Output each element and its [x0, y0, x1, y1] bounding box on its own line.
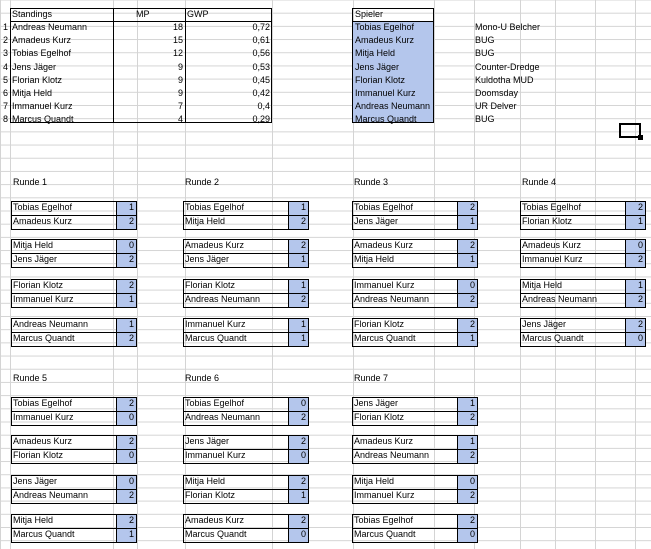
- match-player-name[interactable]: Jens Jäger: [185, 254, 230, 264]
- match-score[interactable]: 1: [300, 202, 306, 212]
- match-player-name[interactable]: Andreas Neumann: [354, 450, 430, 460]
- match-player-name[interactable]: Marcus Quandt: [185, 333, 247, 343]
- match-player-name[interactable]: Marcus Quandt: [13, 529, 75, 539]
- match-score[interactable]: 2: [469, 412, 475, 422]
- standings-rank: 5: [3, 74, 9, 85]
- standings-player-name[interactable]: Jens Jäger: [12, 61, 57, 72]
- standings-rank: 2: [3, 35, 9, 46]
- match-score[interactable]: 0: [300, 398, 306, 408]
- match-score[interactable]: 2: [469, 515, 475, 525]
- cell-selection-cursor[interactable]: [619, 123, 641, 138]
- match-player-name[interactable]: Mitja Held: [185, 216, 226, 226]
- player-name[interactable]: Andreas Neumann: [355, 101, 431, 112]
- standings-gwp: 0,56: [252, 48, 270, 59]
- player-name[interactable]: Immanuel Kurz: [355, 88, 416, 98]
- match-score[interactable]: 2: [128, 490, 134, 500]
- match-score[interactable]: 2: [300, 476, 306, 486]
- match-score[interactable]: 2: [469, 240, 475, 250]
- standings-player-name[interactable]: Mitja Held: [12, 88, 53, 98]
- standings-title: Standings: [12, 9, 53, 19]
- standings-rank: 8: [3, 114, 9, 125]
- match-player-name[interactable]: Andreas Neumann: [13, 490, 89, 500]
- match-score[interactable]: 0: [128, 476, 134, 486]
- standings-rank: 1: [3, 22, 9, 32]
- match-player-name[interactable]: Marcus Quandt: [354, 333, 416, 343]
- match-score[interactable]: 2: [300, 240, 306, 250]
- match-player-name[interactable]: Tobias Egelhof: [522, 202, 582, 212]
- match-score[interactable]: 2: [469, 490, 475, 500]
- standings-gwp: 0,29: [252, 114, 270, 125]
- standings-gwp: 0,61: [252, 35, 270, 46]
- standings-player-name[interactable]: Florian Klotz: [12, 74, 63, 85]
- standings-rank: 6: [3, 88, 9, 98]
- round-title: Runde 4: [522, 177, 557, 187]
- player-deck: BUG: [475, 35, 495, 46]
- match-player-name[interactable]: Marcus Quandt: [13, 333, 75, 343]
- match-player-name[interactable]: Tobias Egelhof: [13, 398, 73, 408]
- match-score[interactable]: 0: [128, 412, 134, 422]
- match-player-name[interactable]: Amadeus Kurz: [13, 216, 73, 226]
- match-player-name[interactable]: Florian Klotz: [13, 280, 64, 290]
- standings-mp-header: MP: [136, 9, 150, 19]
- player-name[interactable]: Florian Klotz: [355, 74, 406, 85]
- player-deck: Doomsday: [475, 88, 519, 98]
- match-player-name[interactable]: Jens Jäger: [13, 476, 58, 486]
- match-score[interactable]: 1: [469, 333, 475, 343]
- player-deck: Mono-U Belcher: [475, 22, 541, 32]
- match-player-name[interactable]: Jens Jäger: [522, 319, 567, 329]
- match-player-name[interactable]: Jens Jäger: [185, 436, 230, 446]
- standings-rank: 4: [3, 61, 9, 72]
- grid-column-line: [434, 0, 435, 549]
- player-deck: BUG: [475, 48, 495, 59]
- match-score[interactable]: 1: [469, 216, 475, 226]
- match-player-name[interactable]: Florian Klotz: [185, 490, 236, 500]
- match-score[interactable]: 1: [128, 319, 134, 329]
- match-player-name[interactable]: Andreas Neumann: [522, 294, 598, 304]
- match-player-name[interactable]: Florian Klotz: [354, 319, 405, 329]
- match-player-name[interactable]: Tobias Egelhof: [354, 515, 414, 525]
- standings-gwp: 0,72: [252, 22, 270, 32]
- match-player-name[interactable]: Florian Klotz: [354, 412, 405, 422]
- match-score[interactable]: 1: [469, 436, 475, 446]
- match-player-name[interactable]: Tobias Egelhof: [185, 398, 245, 408]
- match-player-name[interactable]: Amadeus Kurz: [185, 515, 245, 525]
- match-player-name[interactable]: Florian Klotz: [185, 280, 236, 290]
- match-player-name[interactable]: Andreas Neumann: [185, 294, 261, 304]
- player-name[interactable]: Tobias Egelhof: [355, 22, 415, 32]
- match-player-name[interactable]: Tobias Egelhof: [13, 202, 73, 212]
- match-score[interactable]: 2: [300, 216, 306, 226]
- standings-rank: 7: [3, 101, 9, 112]
- match-score[interactable]: 0: [128, 240, 134, 250]
- standings-mp: 18: [172, 22, 183, 32]
- match-player-name[interactable]: Mitja Held: [522, 280, 563, 290]
- match-player-name[interactable]: Immanuel Kurz: [185, 450, 246, 460]
- match-player-name[interactable]: Florian Klotz: [13, 450, 64, 460]
- match-score[interactable]: 1: [469, 398, 475, 408]
- match-player-name[interactable]: Immanuel Kurz: [13, 294, 74, 304]
- standings-player-name[interactable]: Tobias Egelhof: [12, 48, 72, 59]
- match-score[interactable]: 2: [469, 294, 475, 304]
- match-score[interactable]: 0: [300, 529, 306, 539]
- match-score[interactable]: 2: [469, 450, 475, 460]
- grid-column-line: [635, 0, 636, 549]
- match-score[interactable]: 2: [300, 294, 306, 304]
- player-name[interactable]: Marcus Quandt: [355, 114, 417, 125]
- match-player-name[interactable]: Florian Klotz: [522, 216, 573, 226]
- match-player-name[interactable]: Immanuel Kurz: [354, 280, 415, 290]
- match-player-name[interactable]: Mitja Held: [13, 515, 54, 525]
- players-header: Spieler: [355, 9, 384, 19]
- round-title: Runde 2: [185, 177, 220, 187]
- player-deck: BUG: [475, 114, 495, 125]
- match-player-name[interactable]: Andreas Neumann: [13, 319, 89, 329]
- match-score[interactable]: 0: [637, 240, 643, 250]
- match-score[interactable]: 2: [128, 398, 134, 408]
- match-score[interactable]: 2: [300, 515, 306, 525]
- player-name[interactable]: Jens Jäger: [355, 61, 400, 72]
- match-player-name[interactable]: Mitja Held: [354, 254, 395, 264]
- match-player-name[interactable]: Amadeus Kurz: [522, 240, 582, 250]
- player-name[interactable]: Amadeus Kurz: [355, 35, 415, 46]
- standings-player-name[interactable]: Marcus Quandt: [12, 114, 74, 125]
- match-score[interactable]: 2: [300, 412, 306, 422]
- standings-gwp: 0,42: [252, 88, 270, 98]
- match-score[interactable]: 2: [128, 515, 134, 525]
- round-title: Runde 1: [13, 177, 48, 187]
- standings-player-name[interactable]: Amadeus Kurz: [12, 35, 72, 46]
- grid-column-line: [272, 0, 273, 549]
- match-player-name[interactable]: Tobias Egelhof: [354, 202, 414, 212]
- standings-rank: 3: [3, 48, 9, 59]
- standings-mp: 4: [177, 114, 183, 125]
- standings-gwp: 0,45: [252, 74, 270, 85]
- match-player-name[interactable]: Mitja Held: [13, 240, 54, 250]
- match-player-name[interactable]: Immanuel Kurz: [13, 412, 74, 422]
- match-score[interactable]: 1: [300, 333, 306, 343]
- match-score[interactable]: 2: [637, 319, 643, 329]
- match-score[interactable]: 2: [128, 254, 134, 264]
- match-player-name[interactable]: Jens Jäger: [354, 216, 399, 226]
- match-player-name[interactable]: Mitja Held: [354, 476, 395, 486]
- standings-player-name[interactable]: Andreas Neumann: [12, 22, 88, 32]
- match-score[interactable]: 2: [637, 202, 643, 212]
- match-score[interactable]: 2: [469, 202, 475, 212]
- round-title: Runde 5: [13, 373, 48, 383]
- standings-gwp-header: GWP: [187, 9, 209, 19]
- match-player-name[interactable]: Amadeus Kurz: [185, 240, 245, 250]
- match-player-name[interactable]: Marcus Quandt: [354, 529, 416, 539]
- player-deck: Kuldotha MUD: [475, 74, 534, 85]
- match-player-name[interactable]: Amadeus Kurz: [354, 436, 414, 446]
- match-player-name[interactable]: Jens Jäger: [354, 398, 399, 408]
- match-player-name[interactable]: Andreas Neumann: [185, 412, 261, 422]
- match-score[interactable]: 0: [469, 529, 475, 539]
- standings-mp: 7: [177, 101, 183, 112]
- player-deck: Counter-Dredge: [475, 61, 540, 72]
- grid-column-line: [555, 0, 556, 549]
- match-score[interactable]: 1: [300, 280, 306, 290]
- round-title: Runde 6: [185, 373, 220, 383]
- match-score[interactable]: 0: [637, 333, 643, 343]
- match-score[interactable]: 2: [300, 436, 306, 446]
- standings-mp: 9: [177, 61, 183, 72]
- match-score[interactable]: 2: [637, 294, 643, 304]
- standings-col-divider: [185, 8, 186, 123]
- match-score[interactable]: 0: [300, 450, 306, 460]
- match-player-name[interactable]: Immanuel Kurz: [522, 254, 583, 264]
- match-score[interactable]: 1: [300, 490, 306, 500]
- match-player-name[interactable]: Amadeus Kurz: [354, 240, 414, 250]
- match-player-name[interactable]: Jens Jäger: [13, 254, 58, 264]
- standings-mp: 12: [172, 48, 183, 59]
- standings-mp: 15: [172, 35, 183, 46]
- standings-player-name[interactable]: Immanuel Kurz: [12, 101, 73, 112]
- standings-col-divider: [113, 8, 114, 123]
- standings-mp: 9: [177, 74, 183, 85]
- match-score[interactable]: 0: [469, 476, 475, 486]
- match-score[interactable]: 0: [128, 450, 134, 460]
- match-score[interactable]: 2: [128, 436, 134, 446]
- round-title: Runde 3: [354, 177, 389, 187]
- player-name[interactable]: Mitja Held: [355, 48, 396, 59]
- match-score[interactable]: 1: [637, 280, 643, 290]
- match-player-name[interactable]: Marcus Quandt: [185, 529, 247, 539]
- match-player-name[interactable]: Marcus Quandt: [522, 333, 584, 343]
- round-title: Runde 7: [354, 373, 389, 383]
- standings-gwp: 0,53: [252, 61, 270, 72]
- match-score[interactable]: 1: [469, 254, 475, 264]
- match-score[interactable]: 2: [128, 333, 134, 343]
- match-score[interactable]: 2: [469, 319, 475, 329]
- match-player-name[interactable]: Mitja Held: [185, 476, 226, 486]
- match-score[interactable]: 1: [300, 254, 306, 264]
- player-deck: UR Delver: [475, 101, 517, 112]
- match-player-name[interactable]: Amadeus Kurz: [13, 436, 73, 446]
- match-player-name[interactable]: Tobias Egelhof: [185, 202, 245, 212]
- match-score[interactable]: 1: [128, 294, 134, 304]
- match-score[interactable]: 1: [128, 529, 134, 539]
- match-score[interactable]: 2: [637, 254, 643, 264]
- match-player-name[interactable]: Immanuel Kurz: [185, 319, 246, 329]
- standings-mp: 9: [177, 88, 183, 98]
- match-player-name[interactable]: Immanuel Kurz: [354, 490, 415, 500]
- match-score[interactable]: 1: [300, 319, 306, 329]
- standings-gwp: 0,4: [257, 101, 270, 112]
- grid-column-line: [595, 0, 596, 549]
- match-player-name[interactable]: Andreas Neumann: [354, 294, 430, 304]
- match-score[interactable]: 1: [128, 202, 134, 212]
- match-score[interactable]: 2: [128, 216, 134, 226]
- match-score[interactable]: 0: [469, 280, 475, 290]
- match-score[interactable]: 2: [128, 280, 134, 290]
- match-score[interactable]: 1: [637, 216, 643, 226]
